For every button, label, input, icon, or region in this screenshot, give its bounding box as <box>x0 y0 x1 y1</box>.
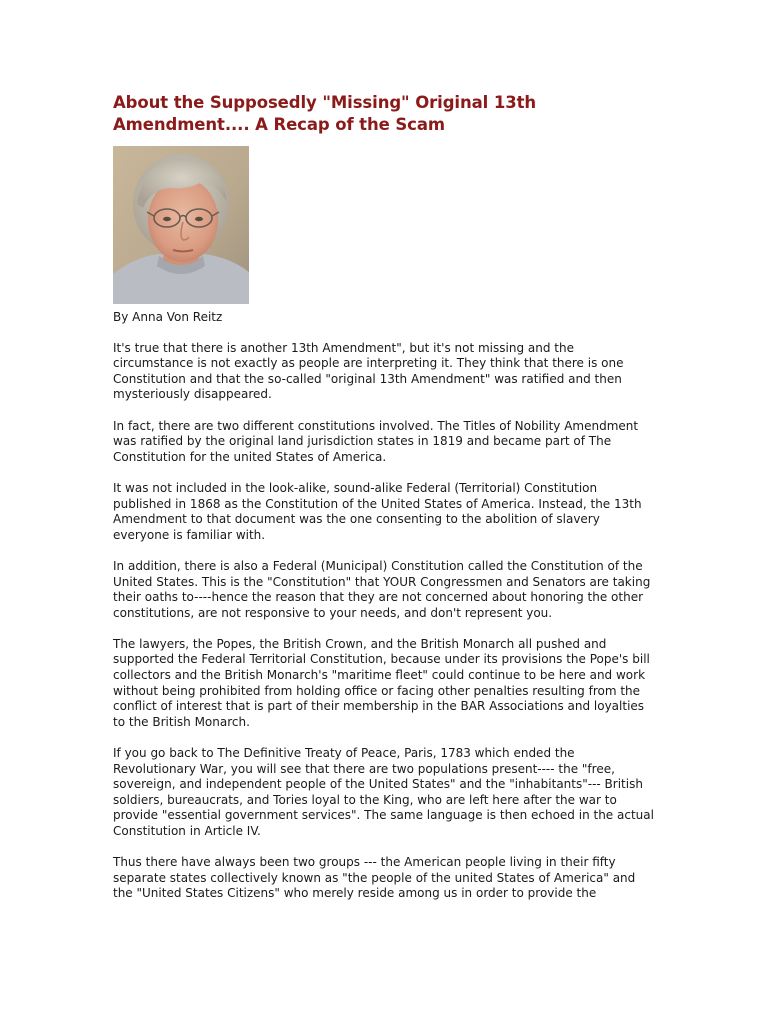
article-byline: By Anna Von Reitz <box>113 310 223 324</box>
article-paragraph: In addition, there is also a Federal (Municipal) Constitution called the Constitution of the United States. This is the "Constitution" that YOUR Congressmen and Senators are taking their oaths to----hence the reason that they are not concerned about honoring the other constitutions, are not responsive to your needs, and don't represent you. <box>113 558 651 620</box>
article-paragraph: It's true that there is another 13th Amendment", but it's not missing and the circumstance is not exactly as people are interpreting it. They think that there is one Constitution and that the so-called "original 13th Amendment" was ratified and then mysteriously disappeared. <box>113 340 624 402</box>
article-paragraph: If you go back to The Definitive Treaty of Peace, Paris, 1783 which ended the Revolutionary War, you will see that there are two populations present---- the "free, sovereign, and independent people of the United States" and the "inhabitants"--- British soldiers, bureaucrats, and Tories loyal to the King, who are left here after the war to provide "essential government services". The same language is then echoed in the actual Constitution in Article IV. <box>113 746 654 838</box>
article-title: About the Supposedly "Missing" Original 13th Amendment.... A Recap of the Scam <box>113 93 537 134</box>
article-paragraph: In fact, there are two different constitutions involved. The Titles of Nobility Amendment was ratified by the original land jurisdiction states in 1819 and became part of The Constitution for the united States of America. <box>113 418 639 464</box>
author-portrait <box>113 146 249 304</box>
article-paragraph: It was not included in the look-alike, sound-alike Federal (Territorial) Constitution published in 1868 as the Constitution of the United States of America. Instead, the 13th Amendment to that document was the one consenting to the abolition of slavery everyone is familiar with. <box>113 480 642 542</box>
article-paragraph: Thus there have always been two groups --- the American people living in their fifty separate states collectively known as "the people of the united States of America" and the "United States Citizens" who merely reside among us in order to provide the <box>113 855 636 901</box>
article-paragraph: The lawyers, the Popes, the British Crown, and the British Monarch all pushed and supported the Federal Territorial Constitution, because under its provisions the Pope's bill collectors and the British Monarch's "maritime fleet" could continue to be here and work without being prohibited from holding office or facing other penalties resulting from the conflict of interest that is part of their membership in the BAR Associations and loyalties to the British Monarch. <box>113 636 650 729</box>
article <box>113 92 658 918</box>
